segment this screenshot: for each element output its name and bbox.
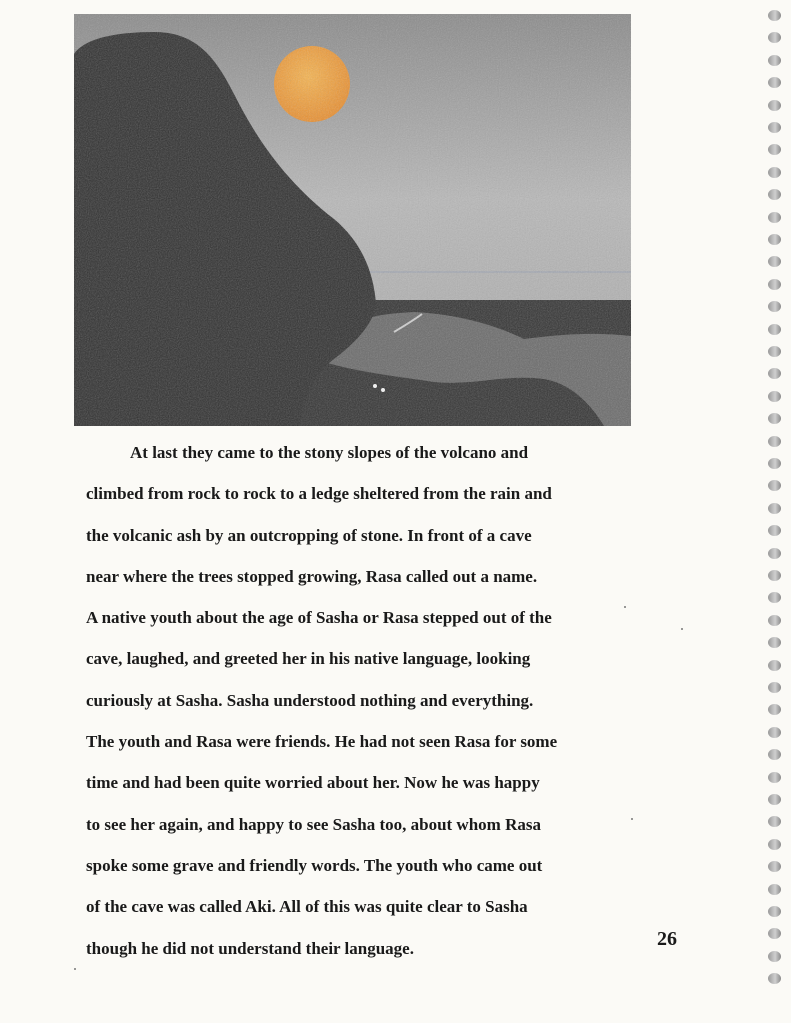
- binding-ring: [768, 77, 781, 88]
- binding-ring: [768, 682, 781, 693]
- binding-ring: [768, 816, 781, 827]
- binding-ring: [768, 436, 781, 447]
- binding-ring: [768, 525, 781, 536]
- story-line: to see her again, and happy to see Sasha too, about whom Rasa: [86, 814, 541, 834]
- binding-ring: [768, 100, 781, 111]
- binding-ring: [768, 772, 781, 783]
- volcano-scene: [74, 14, 631, 426]
- story-line: though he did not understand their language.: [86, 938, 414, 958]
- figure-sasha: [373, 384, 377, 388]
- binding-ring: [768, 55, 781, 66]
- binding-ring: [768, 861, 781, 872]
- binding-ring: [768, 973, 781, 984]
- story-line: spoke some grave and friendly words. The youth who came out: [86, 855, 543, 875]
- binding-ring: [768, 503, 781, 514]
- binding-ring: [768, 256, 781, 267]
- binding-ring: [768, 749, 781, 760]
- story-line: the volcanic ash by an outcropping of stone. In front of a cave: [86, 525, 532, 545]
- figure-rasa: [381, 388, 385, 392]
- binding-ring: [768, 906, 781, 917]
- binding-ring: [768, 727, 781, 738]
- story-line: time and had been quite worried about her. Now he was happy: [86, 773, 540, 793]
- story-line: At last they came to the stony slopes of the volcano and: [130, 443, 529, 462]
- binding-ring: [768, 704, 781, 715]
- binding-ring: [768, 32, 781, 43]
- story-line: climbed from rock to rock to a ledge sheltered from the rain and: [86, 484, 552, 504]
- binding-ring: [768, 346, 781, 357]
- scan-speck: [681, 628, 683, 630]
- binding-ring: [768, 279, 781, 290]
- story-line: near where the trees stopped growing, Rasa called out a name.: [86, 566, 538, 586]
- binding-ring: [768, 212, 781, 223]
- volcano-illustration: [74, 14, 631, 426]
- scan-speck: [624, 606, 626, 608]
- binding-ring: [768, 794, 781, 805]
- print-grain: [74, 14, 631, 426]
- story-line: cave, laughed, and greeted her in his native language, looking: [86, 649, 531, 669]
- binding-ring: [768, 928, 781, 939]
- binding-ring: [768, 167, 781, 178]
- binding-ring: [768, 122, 781, 133]
- spiral-binding: [768, 10, 782, 1000]
- binding-ring: [768, 368, 781, 379]
- binding-ring: [768, 391, 781, 402]
- story-text: [86, 432, 626, 969]
- binding-ring: [768, 951, 781, 962]
- page-number: 26: [657, 928, 677, 950]
- binding-ring: [768, 301, 781, 312]
- binding-ring: [768, 839, 781, 850]
- binding-ring: [768, 548, 781, 559]
- binding-ring: [768, 660, 781, 671]
- binding-ring: [768, 234, 781, 245]
- binding-ring: [768, 480, 781, 491]
- binding-ring: [768, 10, 781, 21]
- story-line: The youth and Rasa were friends. He had not seen Rasa for some: [86, 732, 558, 752]
- story-line: of the cave was called Aki. All of this was quite clear to Sasha: [86, 897, 528, 917]
- binding-ring: [768, 615, 781, 626]
- scan-speck: [631, 818, 633, 820]
- binding-ring: [768, 144, 781, 155]
- binding-ring: [768, 189, 781, 200]
- binding-ring: [768, 458, 781, 469]
- story-line: A native youth about the age of Sasha or Rasa stepped out of the: [86, 608, 552, 628]
- binding-ring: [768, 637, 781, 648]
- binding-ring: [768, 570, 781, 581]
- binding-ring: [768, 884, 781, 895]
- binding-ring: [768, 413, 781, 424]
- binding-ring: [768, 324, 781, 335]
- binding-ring: [768, 592, 781, 603]
- scan-speck: [74, 968, 76, 970]
- story-line: curiously at Sasha. Sasha understood nothing and everything.: [86, 690, 534, 710]
